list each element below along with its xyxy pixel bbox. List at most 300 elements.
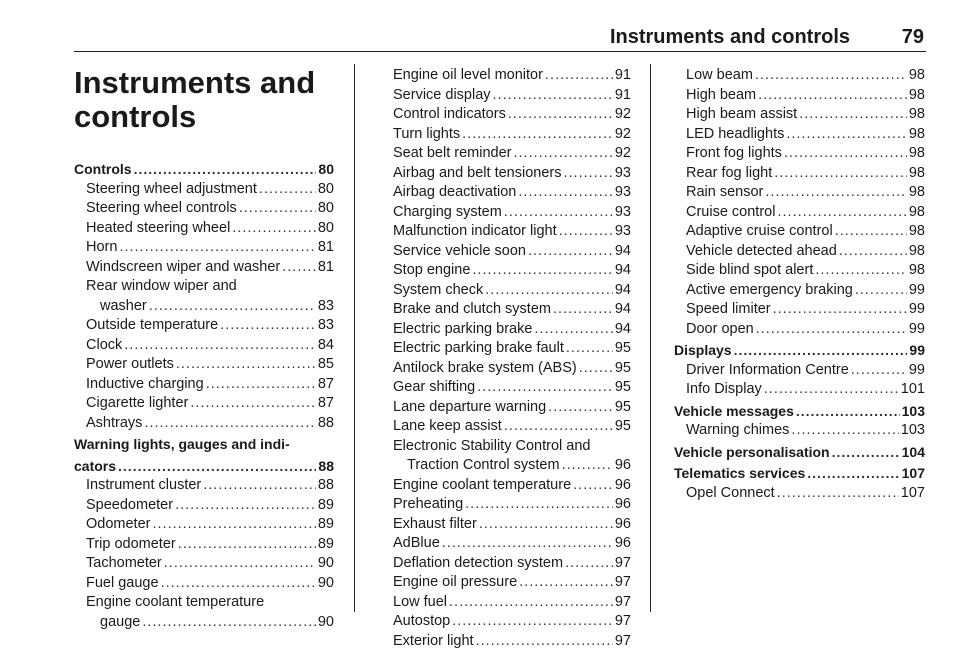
dot-leader <box>239 199 316 219</box>
dot-leader <box>149 297 316 317</box>
toc-entry-page: 88 <box>318 414 334 434</box>
toc-entry-title: Preheating <box>393 495 463 515</box>
toc-entry-title: Steering wheel adjustment <box>86 180 257 200</box>
dot-leader <box>764 380 899 400</box>
toc-entry[interactable] <box>381 183 631 203</box>
toc-entry-page: 97 <box>615 612 631 632</box>
dot-leader <box>472 261 612 281</box>
toc-entry-title: Power outlets <box>86 355 174 375</box>
toc-entry-page: 93 <box>615 203 631 223</box>
page-number: 79 <box>902 26 924 49</box>
toc-entry-title: Vehicle messages <box>674 402 794 422</box>
dot-leader <box>755 66 907 86</box>
toc-entry-page: 97 <box>615 554 631 574</box>
toc-entry-page: 97 <box>615 632 631 651</box>
toc-entry[interactable] <box>381 261 631 281</box>
toc-entry[interactable] <box>674 125 925 145</box>
toc-entry[interactable] <box>381 144 631 164</box>
dot-leader <box>773 300 907 320</box>
toc-entry[interactable] <box>381 339 631 359</box>
dot-leader <box>452 612 613 632</box>
dot-leader <box>142 613 316 633</box>
toc-entry[interactable] <box>74 199 334 219</box>
page-title-line: controls <box>74 99 196 134</box>
toc-entry[interactable] <box>74 554 334 574</box>
toc-entry[interactable] <box>381 632 631 651</box>
header-rule <box>74 51 926 52</box>
toc-entry-title: Traction Control system <box>407 456 560 476</box>
dot-leader <box>462 125 613 145</box>
toc-entry-title: Electronic Stability Control and <box>393 438 590 454</box>
toc-entry-page: 90 <box>318 574 334 594</box>
toc-entry-title: Rain sensor <box>686 183 763 203</box>
dot-leader <box>799 105 907 125</box>
toc-entry[interactable] <box>74 336 334 356</box>
toc-entry[interactable] <box>674 105 925 125</box>
toc-entry[interactable] <box>74 433 334 455</box>
dot-leader <box>493 86 613 106</box>
toc-entry-page: 98 <box>909 125 925 145</box>
toc-entry[interactable] <box>381 378 631 398</box>
toc-entry-page: 80 <box>318 199 334 219</box>
toc-entry[interactable] <box>74 277 334 297</box>
toc-entry-title: Speed limiter <box>686 300 771 320</box>
dot-leader <box>796 402 900 422</box>
toc-entry[interactable] <box>381 242 631 262</box>
toc-entry-title: Control indicators <box>393 105 506 125</box>
dot-leader <box>562 456 613 476</box>
dot-leader <box>518 183 613 203</box>
toc-entry[interactable] <box>381 437 631 457</box>
toc-entry[interactable] <box>74 414 334 434</box>
toc-entry[interactable] <box>381 300 631 320</box>
toc-entry[interactable] <box>674 281 925 301</box>
dot-leader <box>118 457 316 477</box>
toc-entry[interactable] <box>381 554 631 574</box>
dot-leader <box>504 417 613 437</box>
toc-entry-title: Antilock brake system (ABS) <box>393 359 577 379</box>
toc-entry-title: Trip odometer <box>86 535 176 555</box>
dot-leader <box>765 183 906 203</box>
toc-column-2 <box>381 66 631 651</box>
dot-leader <box>508 105 613 125</box>
toc-entry-page: 97 <box>615 573 631 593</box>
toc-entry-title: Door open <box>686 320 754 340</box>
toc-entry-page: 98 <box>909 222 925 242</box>
dot-leader <box>573 476 613 496</box>
toc-entry-title: Engine coolant temperature <box>86 594 264 610</box>
toc-entry[interactable] <box>381 573 631 593</box>
toc-entry-title: Electric parking brake <box>393 320 532 340</box>
toc-entry-title: Active emergency braking <box>686 281 853 301</box>
toc-entry[interactable] <box>381 417 631 437</box>
toc-entry-page: 104 <box>902 443 925 463</box>
toc-entry-page: 95 <box>615 359 631 379</box>
toc-entry-page: 93 <box>615 164 631 184</box>
toc-entry-page: 96 <box>615 495 631 515</box>
toc-entry[interactable] <box>674 144 925 164</box>
dot-leader <box>124 336 316 356</box>
toc-entry-title: Service display <box>393 86 491 106</box>
dot-leader <box>548 398 613 418</box>
toc-entry[interactable] <box>74 394 334 414</box>
dot-leader <box>206 375 316 395</box>
toc-entry[interactable] <box>674 203 925 223</box>
toc-entry-page: 99 <box>909 320 925 340</box>
toc-entry-title: Gear shifting <box>393 378 475 398</box>
dot-leader <box>477 378 613 398</box>
toc-entry-page: 89 <box>318 535 334 555</box>
toc-entry-title: High beam assist <box>686 105 797 125</box>
toc-entry[interactable] <box>674 484 925 504</box>
dot-leader <box>777 484 899 504</box>
toc-entry[interactable] <box>381 203 631 223</box>
dot-leader <box>203 476 316 496</box>
dot-leader <box>839 242 907 262</box>
toc-entry[interactable] <box>381 476 631 496</box>
toc-entry[interactable] <box>74 535 334 555</box>
toc-entry-page: 96 <box>615 534 631 554</box>
toc-entry-page: 87 <box>318 394 334 414</box>
toc-entry-title: Vehicle detected ahead <box>686 242 837 262</box>
toc-entry[interactable] <box>74 297 334 317</box>
toc-entry-title: System check <box>393 281 483 301</box>
toc-entry-page: 98 <box>909 86 925 106</box>
toc-entry-title: Clock <box>86 336 122 356</box>
toc-entry-page: 96 <box>615 476 631 496</box>
dot-leader <box>476 632 613 651</box>
toc-entry[interactable] <box>381 66 631 86</box>
toc-entry[interactable] <box>74 496 334 516</box>
toc-entry-page: 98 <box>909 242 925 262</box>
dot-leader <box>259 180 316 200</box>
dot-leader <box>161 574 316 594</box>
toc-entry-page: 98 <box>909 144 925 164</box>
dot-leader <box>178 535 316 555</box>
dot-leader <box>786 125 907 145</box>
toc-entry-page: 94 <box>615 300 631 320</box>
toc-entry[interactable] <box>381 593 631 613</box>
dot-leader <box>134 160 317 180</box>
header-title: Instruments and controls <box>610 26 850 49</box>
toc-entry-title: Lane departure warning <box>393 398 546 418</box>
toc-entry[interactable] <box>674 86 925 106</box>
toc-entry-title: Tachometer <box>86 554 162 574</box>
toc-entry-title: Warning chimes <box>686 421 789 441</box>
toc-entry-page: 97 <box>615 593 631 613</box>
toc-entry-title: Driver Information Centre <box>686 361 849 381</box>
toc-entry-page: 103 <box>902 402 925 422</box>
dot-leader <box>175 496 316 516</box>
toc-entry[interactable] <box>381 86 631 106</box>
toc-entry-title: Malfunction indicator light <box>393 222 557 242</box>
toc-entry-title: Horn <box>86 238 117 258</box>
toc-entry[interactable] <box>74 574 334 594</box>
toc-entry[interactable] <box>381 612 631 632</box>
dot-leader <box>855 281 907 301</box>
toc-entry-title: Cruise control <box>686 203 775 223</box>
dot-leader <box>553 300 613 320</box>
toc-entry[interactable] <box>74 613 334 633</box>
dot-leader <box>832 443 900 463</box>
toc-entry[interactable] <box>674 261 925 281</box>
toc-entry-title: Ashtrays <box>86 414 142 434</box>
toc-column-3 <box>674 66 925 503</box>
toc-entry-page: 85 <box>318 355 334 375</box>
toc-entry-title: Engine oil level monitor <box>393 66 543 86</box>
toc-entry-page: 89 <box>318 515 334 535</box>
toc-entry-page: 98 <box>909 183 925 203</box>
toc-entry-title: Side blind spot alert <box>686 261 813 281</box>
toc-entry[interactable] <box>674 242 925 262</box>
toc-entry[interactable] <box>674 421 925 441</box>
toc-entry-title: Low fuel <box>393 593 447 613</box>
toc-entry-page: 89 <box>318 496 334 516</box>
dot-leader <box>807 464 899 484</box>
toc-entry[interactable] <box>674 183 925 203</box>
toc-entry[interactable] <box>674 339 925 361</box>
toc-entry-page: 99 <box>909 281 925 301</box>
toc-entry-page: 88 <box>318 457 334 477</box>
toc-entry-title: Seat belt reminder <box>393 144 511 164</box>
toc-entry-page: 91 <box>615 66 631 86</box>
toc-column-1 <box>74 66 334 632</box>
toc-entry[interactable] <box>381 359 631 379</box>
page-title-line: Instruments and <box>74 65 315 100</box>
toc-entry-page: 101 <box>901 380 925 400</box>
toc-entry-title: Windscreen wiper and washer <box>86 258 280 278</box>
toc-entry-title: cators <box>74 457 116 477</box>
toc-entry-page: 94 <box>615 281 631 301</box>
toc-entry[interactable] <box>74 455 334 477</box>
toc-entry-title: Steering wheel controls <box>86 199 237 219</box>
dot-leader <box>176 355 316 375</box>
toc-entry[interactable] <box>381 495 631 515</box>
toc-entry-page: 87 <box>318 375 334 395</box>
toc-entry[interactable] <box>381 222 631 242</box>
toc-entry-page: 92 <box>615 105 631 125</box>
toc-entry-page: 98 <box>909 261 925 281</box>
toc-entry-title: LED headlights <box>686 125 784 145</box>
dot-leader <box>734 341 908 361</box>
dot-leader <box>479 515 613 535</box>
toc-entry[interactable] <box>381 398 631 418</box>
toc-entry-title: Cigarette lighter <box>86 394 188 414</box>
toc-entry-page: 84 <box>318 336 334 356</box>
toc-entry-page: 90 <box>318 554 334 574</box>
toc-entry-page: 99 <box>909 300 925 320</box>
toc-entry-title: AdBlue <box>393 534 440 554</box>
toc-entry-title: Electric parking brake fault <box>393 339 564 359</box>
toc-entry-title: washer <box>100 297 147 317</box>
toc-entry-title: Engine oil pressure <box>393 573 517 593</box>
toc-entry-page: 107 <box>901 484 925 504</box>
toc-entry-title: Autostop <box>393 612 450 632</box>
dot-leader <box>465 495 613 515</box>
toc-list <box>74 158 334 632</box>
toc-entry-title: Airbag deactivation <box>393 183 516 203</box>
dot-leader <box>164 554 316 574</box>
toc-entry[interactable] <box>381 164 631 184</box>
toc-entry-page: 81 <box>318 238 334 258</box>
dot-leader <box>232 219 316 239</box>
toc-entry-page: 91 <box>615 86 631 106</box>
toc-entry[interactable] <box>74 316 334 336</box>
toc-entry[interactable] <box>674 66 925 86</box>
toc-entry[interactable] <box>674 400 925 422</box>
toc-entry[interactable] <box>74 258 334 278</box>
toc-entry-title: Brake and clutch system <box>393 300 551 320</box>
toc-entry[interactable] <box>674 300 925 320</box>
toc-entry[interactable] <box>74 238 334 258</box>
toc-entry[interactable] <box>74 158 334 180</box>
toc-entry[interactable] <box>381 125 631 145</box>
toc-entry-page: 98 <box>909 105 925 125</box>
toc-entry-page: 94 <box>615 242 631 262</box>
toc-list <box>381 66 631 651</box>
dot-leader <box>777 203 906 223</box>
toc-entry-page: 96 <box>615 515 631 535</box>
column-divider <box>354 64 355 612</box>
dot-leader <box>519 573 613 593</box>
dot-leader <box>563 164 612 184</box>
toc-entry[interactable] <box>74 355 334 375</box>
toc-entry-page: 95 <box>615 378 631 398</box>
toc-entry-title: Inductive charging <box>86 375 204 395</box>
toc-entry-title: Deflation detection system <box>393 554 563 574</box>
toc-entry-title: High beam <box>686 86 756 106</box>
toc-entry[interactable] <box>74 375 334 395</box>
toc-list <box>674 66 925 503</box>
toc-entry-page: 80 <box>318 160 334 180</box>
toc-entry-page: 93 <box>615 222 631 242</box>
toc-entry-page: 94 <box>615 320 631 340</box>
toc-entry-title: Low beam <box>686 66 753 86</box>
toc-entry-title: Rear window wiper and <box>86 278 237 294</box>
toc-entry[interactable] <box>674 222 925 242</box>
toc-entry-page: 83 <box>318 297 334 317</box>
toc-entry-title: Odometer <box>86 515 150 535</box>
toc-entry-title: Instrument cluster <box>86 476 201 496</box>
toc-entry-title: Adaptive cruise control <box>686 222 833 242</box>
dot-leader <box>528 242 613 262</box>
toc-entry-page: 107 <box>902 464 925 484</box>
toc-entry-title: Telematics services <box>674 464 805 484</box>
toc-entry[interactable] <box>74 219 334 239</box>
toc-entry-title: Stop engine <box>393 261 470 281</box>
toc-entry[interactable] <box>74 180 334 200</box>
dot-leader <box>119 238 315 258</box>
toc-entry[interactable] <box>381 281 631 301</box>
dot-leader <box>791 421 898 441</box>
toc-entry-title: Exterior light <box>393 632 474 651</box>
toc-entry-page: 81 <box>318 258 334 278</box>
dot-leader <box>835 222 907 242</box>
toc-entry-title: Warning lights, gauges and indi- <box>74 436 290 452</box>
toc-entry[interactable] <box>381 534 631 554</box>
toc-entry[interactable] <box>674 441 925 463</box>
toc-entry-title: Vehicle personalisation <box>674 443 830 463</box>
dot-leader <box>784 144 907 164</box>
toc-entry-page: 92 <box>615 144 631 164</box>
toc-entry[interactable] <box>674 380 925 400</box>
toc-entry-title: Opel Connect <box>686 484 775 504</box>
toc-entry[interactable] <box>74 593 334 613</box>
toc-entry[interactable] <box>674 361 925 381</box>
toc-entry-title: Heated steering wheel <box>86 219 230 239</box>
toc-entry-title: Rear fog light <box>686 164 772 184</box>
toc-entry[interactable] <box>381 105 631 125</box>
toc-entry-title: gauge <box>100 613 140 633</box>
toc-entry[interactable] <box>74 515 334 535</box>
dot-leader <box>756 320 907 340</box>
toc-entry-title: Service vehicle soon <box>393 242 526 262</box>
toc-entry[interactable] <box>381 456 631 476</box>
toc-entry-title: Controls <box>74 160 132 180</box>
dot-leader <box>774 164 907 184</box>
toc-entry[interactable] <box>674 164 925 184</box>
toc-entry-title: Outside temperature <box>86 316 218 336</box>
toc-entry-title: Lane keep assist <box>393 417 502 437</box>
dot-leader <box>442 534 613 554</box>
toc-entry[interactable] <box>381 320 631 340</box>
toc-entry-page: 96 <box>615 456 631 476</box>
toc-entry-title: Airbag and belt tensioners <box>393 164 561 184</box>
toc-entry-page: 98 <box>909 66 925 86</box>
toc-entry[interactable] <box>674 462 925 484</box>
toc-entry-title: Info Display <box>686 380 762 400</box>
dot-leader <box>144 414 315 434</box>
dot-leader <box>559 222 613 242</box>
toc-entry-title: Exhaust filter <box>393 515 477 535</box>
dot-leader <box>513 144 612 164</box>
dot-leader <box>758 86 907 106</box>
dot-leader <box>534 320 612 340</box>
column-divider <box>650 64 651 612</box>
dot-leader <box>449 593 613 613</box>
toc-entry-page: 99 <box>909 341 925 361</box>
dot-leader <box>485 281 613 301</box>
dot-leader <box>282 258 316 278</box>
dot-leader <box>190 394 316 414</box>
toc-entry-title: Front fog lights <box>686 144 782 164</box>
toc-entry-page: 103 <box>901 421 925 441</box>
toc-entry-title: Fuel gauge <box>86 574 159 594</box>
dot-leader <box>815 261 907 281</box>
dot-leader <box>565 554 613 574</box>
page-title <box>74 66 334 134</box>
toc-entry-page: 83 <box>318 316 334 336</box>
dot-leader <box>545 66 613 86</box>
toc-entry[interactable] <box>74 476 334 496</box>
toc-entry[interactable] <box>381 515 631 535</box>
toc-entry[interactable] <box>674 320 925 340</box>
running-header <box>74 26 926 52</box>
toc-entry-title: Displays <box>674 341 732 361</box>
toc-entry-page: 95 <box>615 398 631 418</box>
toc-entry-page: 99 <box>909 361 925 381</box>
toc-entry-page: 95 <box>615 417 631 437</box>
toc-entry-page: 95 <box>615 339 631 359</box>
toc-entry-title: Engine coolant temperature <box>393 476 571 496</box>
toc-entry-title: Charging system <box>393 203 502 223</box>
dot-leader <box>566 339 613 359</box>
toc-entry-page: 98 <box>909 164 925 184</box>
toc-entry-page: 88 <box>318 476 334 496</box>
dot-leader <box>851 361 907 381</box>
dot-leader <box>504 203 613 223</box>
toc-entry-title: Speedometer <box>86 496 173 516</box>
